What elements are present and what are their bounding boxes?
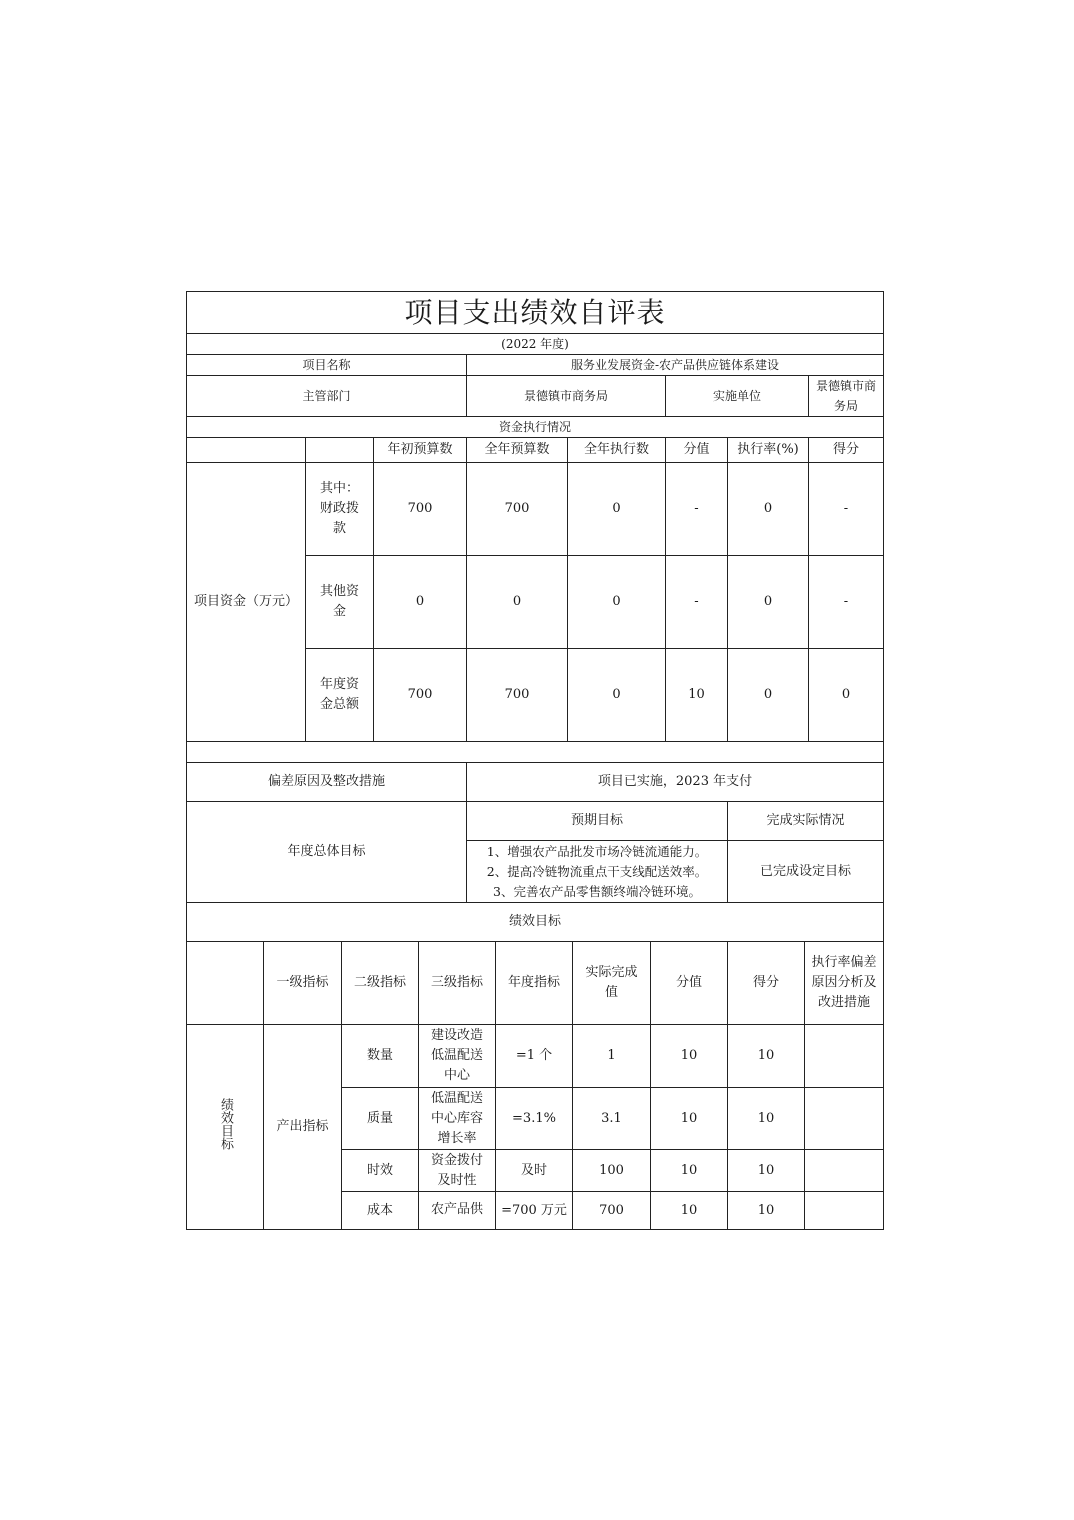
- fund-cell: 0: [568, 463, 666, 556]
- impl-value: 景德镇市商务局: [809, 376, 884, 417]
- perf-score: 10: [728, 1025, 805, 1088]
- impl-label: 实施单位: [666, 376, 809, 417]
- fund-header: 全年预算数: [467, 438, 568, 463]
- fund-header: 年初预算数: [374, 438, 467, 463]
- page-title: 项目支出绩效自评表: [187, 292, 884, 334]
- perf-header: 二级指标: [342, 942, 419, 1025]
- project-name: 服务业发展资金-农产品供应链体系建设: [467, 355, 884, 376]
- fund-cell: 0: [809, 649, 884, 742]
- expected-goals: [467, 841, 728, 903]
- perf-header: 得分: [728, 942, 805, 1025]
- perf-actual: 700: [573, 1192, 651, 1230]
- perf-level1: 产出指标: [264, 1025, 342, 1230]
- evaluation-form: [186, 291, 883, 1230]
- perf-target: =1 个: [496, 1025, 573, 1088]
- expected-goal-line: 1、增强农产品批发市场冷链流通能力。: [486, 843, 708, 859]
- fund-header: 得分: [809, 438, 884, 463]
- perf-header: 三级指标: [419, 942, 496, 1025]
- perf-l2: 成本: [342, 1192, 419, 1230]
- fund-cell: -: [809, 556, 884, 649]
- perf-target: 及时: [496, 1150, 573, 1192]
- perf-table: [186, 941, 884, 1230]
- header-blank: [306, 438, 374, 463]
- fund-row-name: 其中：财政拨款: [306, 463, 374, 556]
- perf-header: 年度指标: [496, 942, 573, 1025]
- fund-header: 分值: [666, 438, 728, 463]
- fund-header: 执行率(%): [728, 438, 809, 463]
- project-name-label: 项目名称: [187, 355, 467, 376]
- perf-note: [805, 1192, 884, 1230]
- annual-goal-label: 年度总体目标: [187, 802, 467, 903]
- perf-actual: 100: [573, 1150, 651, 1192]
- fund-cell: 0: [467, 556, 568, 649]
- perf-side-text: 绩效目标: [218, 1097, 233, 1150]
- fund-cell: 700: [374, 463, 467, 556]
- fund-label: 项目资金（万元）: [187, 463, 306, 742]
- perf-header: 一级指标: [264, 942, 342, 1025]
- perf-header: 执行率偏差原因分析及改进措施: [805, 942, 884, 1025]
- header-blank: [187, 942, 264, 1025]
- fund-cell: -: [666, 556, 728, 649]
- actual-text: 已完成设定目标: [728, 841, 884, 903]
- fund-cell: -: [809, 463, 884, 556]
- perf-score: 10: [728, 1088, 805, 1150]
- fund-cell: 0: [728, 649, 809, 742]
- perf-l3: 建设改造低温配送中心: [419, 1025, 496, 1088]
- perf-target: =3.1%: [496, 1088, 573, 1150]
- perf-target: =700 万元: [496, 1192, 573, 1230]
- perf-note: [805, 1150, 884, 1192]
- fund-cell: 700: [467, 463, 568, 556]
- expected-label: 预期目标: [467, 802, 728, 841]
- fund-row-name: 其他资金: [306, 556, 374, 649]
- perf-l3: 资金拨付及时性: [419, 1150, 496, 1192]
- header-blank: [187, 438, 306, 463]
- perf-header: 分值: [651, 942, 728, 1025]
- perf-l3: 农产品供: [419, 1192, 496, 1230]
- perf-l2: 质量: [342, 1088, 419, 1150]
- perf-l3: 低温配送中心库容增长率: [419, 1088, 496, 1150]
- actual-label: 完成实际情况: [728, 802, 884, 841]
- spacer-row: [187, 742, 884, 763]
- fund-section-title: 资金执行情况: [187, 417, 884, 438]
- perf-actual: 1: [573, 1025, 651, 1088]
- perf-score: 10: [728, 1192, 805, 1230]
- perf-score-val: 10: [651, 1150, 728, 1192]
- perf-score-val: 10: [651, 1025, 728, 1088]
- dept-value: 景德镇市商务局: [467, 376, 666, 417]
- perf-header: 实际完成值: [573, 942, 651, 1025]
- deviation-text: 项目已实施，2023 年支付: [467, 763, 884, 802]
- fund-cell: 0: [568, 649, 666, 742]
- fund-cell: 10: [666, 649, 728, 742]
- perf-score-val: 10: [651, 1088, 728, 1150]
- fund-cell: 0: [728, 463, 809, 556]
- dept-label: 主管部门: [187, 376, 467, 417]
- perf-l2: 时效: [342, 1150, 419, 1192]
- perf-l2: 数量: [342, 1025, 419, 1088]
- perf-actual: 3.1: [573, 1088, 651, 1150]
- deviation-label: 偏差原因及整改措施: [187, 763, 467, 802]
- year-label: (2022 年度): [187, 334, 884, 355]
- expected-goal-line: 2、提高冷链物流重点干支线配送效率。: [486, 863, 708, 879]
- fund-cell: 700: [374, 649, 467, 742]
- fund-row-name: 年度资金总额: [306, 649, 374, 742]
- perf-score-val: 10: [651, 1192, 728, 1230]
- fund-cell: 0: [568, 556, 666, 649]
- fund-cell: -: [666, 463, 728, 556]
- perf-note: [805, 1088, 884, 1150]
- fund-cell: 700: [467, 649, 568, 742]
- fund-cell: 0: [374, 556, 467, 649]
- fund-cell: 0: [728, 556, 809, 649]
- perf-side-label: [187, 1025, 264, 1230]
- perf-score: 10: [728, 1150, 805, 1192]
- fund-table: [186, 291, 884, 942]
- expected-goal-line: 3、完善农产品零售额终端冷链环境。: [493, 883, 701, 899]
- fund-header: 全年执行数: [568, 438, 666, 463]
- perf-section-title: 绩效目标: [187, 903, 884, 942]
- perf-note: [805, 1025, 884, 1088]
